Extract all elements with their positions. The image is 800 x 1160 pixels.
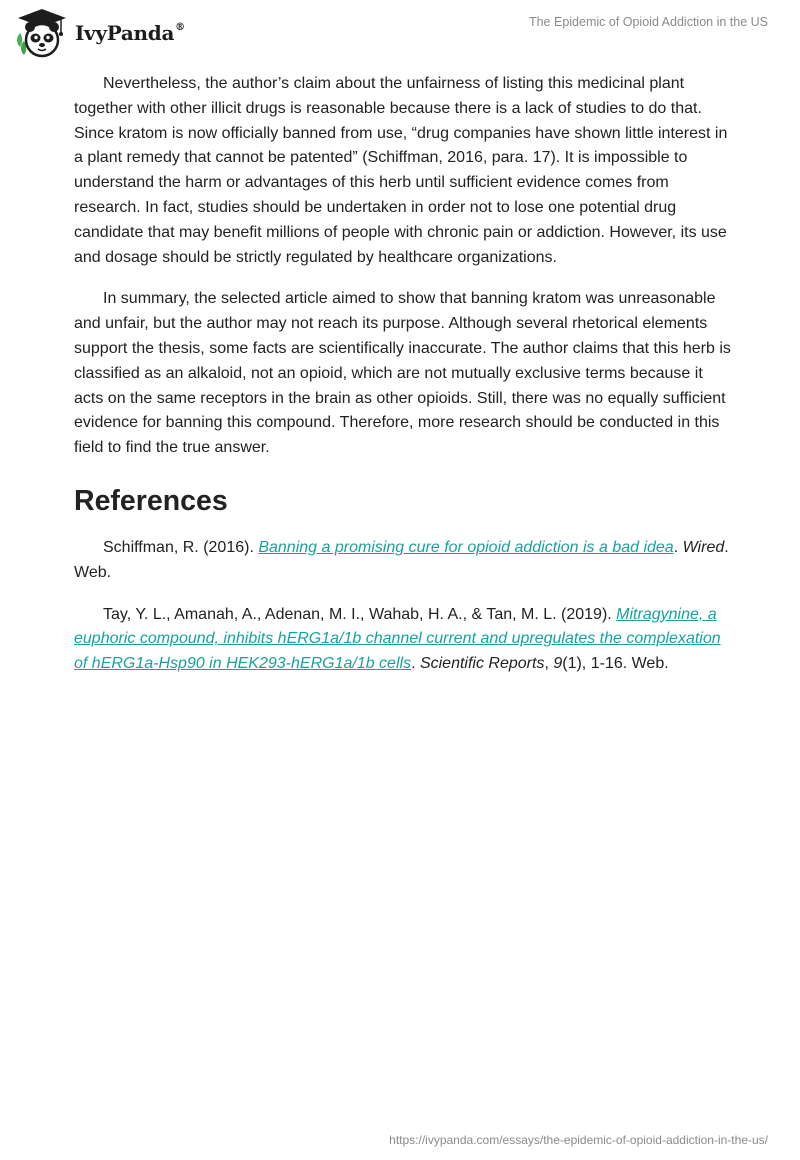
reference-source: Wired bbox=[682, 538, 725, 556]
references-heading: References bbox=[74, 484, 228, 517]
reference-link[interactable]: Banning a promising cure for opioid addiction is a bad idea bbox=[258, 538, 674, 556]
reference-tail: . Web. bbox=[74, 538, 729, 581]
reference-punct: . bbox=[411, 655, 420, 673]
ivypanda-logo[interactable] bbox=[14, 7, 185, 59]
page-header bbox=[0, 0, 800, 70]
reference-authors: Tay, Y. L., Amanah, A., Adenan, M. I., Wahab, H. A., & Tan, M. L. (2019). bbox=[103, 605, 617, 623]
footer-url[interactable]: https://ivypanda.com/essays/the-epidemic-of-opioid-addiction-in-the-us/ bbox=[389, 1133, 768, 1147]
reference-authors: Schiffman, R. (2016). bbox=[103, 538, 259, 556]
reference-entry bbox=[74, 536, 734, 586]
reference-punct: . bbox=[673, 538, 683, 556]
reference-entry bbox=[74, 603, 734, 677]
reference-link[interactable]: Mitragynine, a euphoric compound, inhibits hERG1a/1b channel current and upregulates the complexation of hERG1a-Hsp90 in HEK293-hERG1a/1b cells bbox=[74, 605, 721, 673]
panda-icon bbox=[14, 7, 70, 59]
brand-name: IvyPanda® bbox=[75, 21, 185, 45]
body-paragraph: Nevertheless, the author’s claim about the unfairness of listing this medicinal plant together with other illicit drugs is reasonable because there is a lack of studies to do that. Since kratom is now officially banned from use, “drug companies have shown little interest in a plant remedy that cannot be patented” (Schiffman, 2016, para. 17). It is impossible to understand the harm or advantages of this herb until sufficient evidence comes from research. In fact, studies should be undertaken in order not to lose one potential drug candidate that may benefit millions of people with chronic pain or addiction. However, its use and dosage should be strictly regulated by healthcare organizations. bbox=[74, 75, 728, 266]
registered-mark: ® bbox=[175, 22, 185, 34]
essay-content bbox=[74, 72, 734, 694]
reference-source: Scientific Reports bbox=[419, 655, 545, 673]
body-paragraph: In summary, the selected article aimed to show that banning kratom was unreasonable and unfair, but the author may not reach its purpose. Although several rhetorical elements support the thesis, some facts are scientifically inaccurate. The author claims that this herb is classified as an alkaloid, not an opioid, which are not mutually exclusive terms because it acts on the same receptors in the brain as other opioids. Still, there was no equally sufficient evidence for banning this compound. Therefore, more research should be conducted in this field to find the true answer. bbox=[74, 290, 731, 457]
document-title: The Epidemic of Opioid Addiction in the US bbox=[528, 15, 768, 29]
reference-volume: 9 bbox=[553, 655, 563, 673]
reference-sep: , bbox=[544, 655, 554, 673]
reference-tail: (1), 1-16. Web. bbox=[562, 655, 669, 673]
